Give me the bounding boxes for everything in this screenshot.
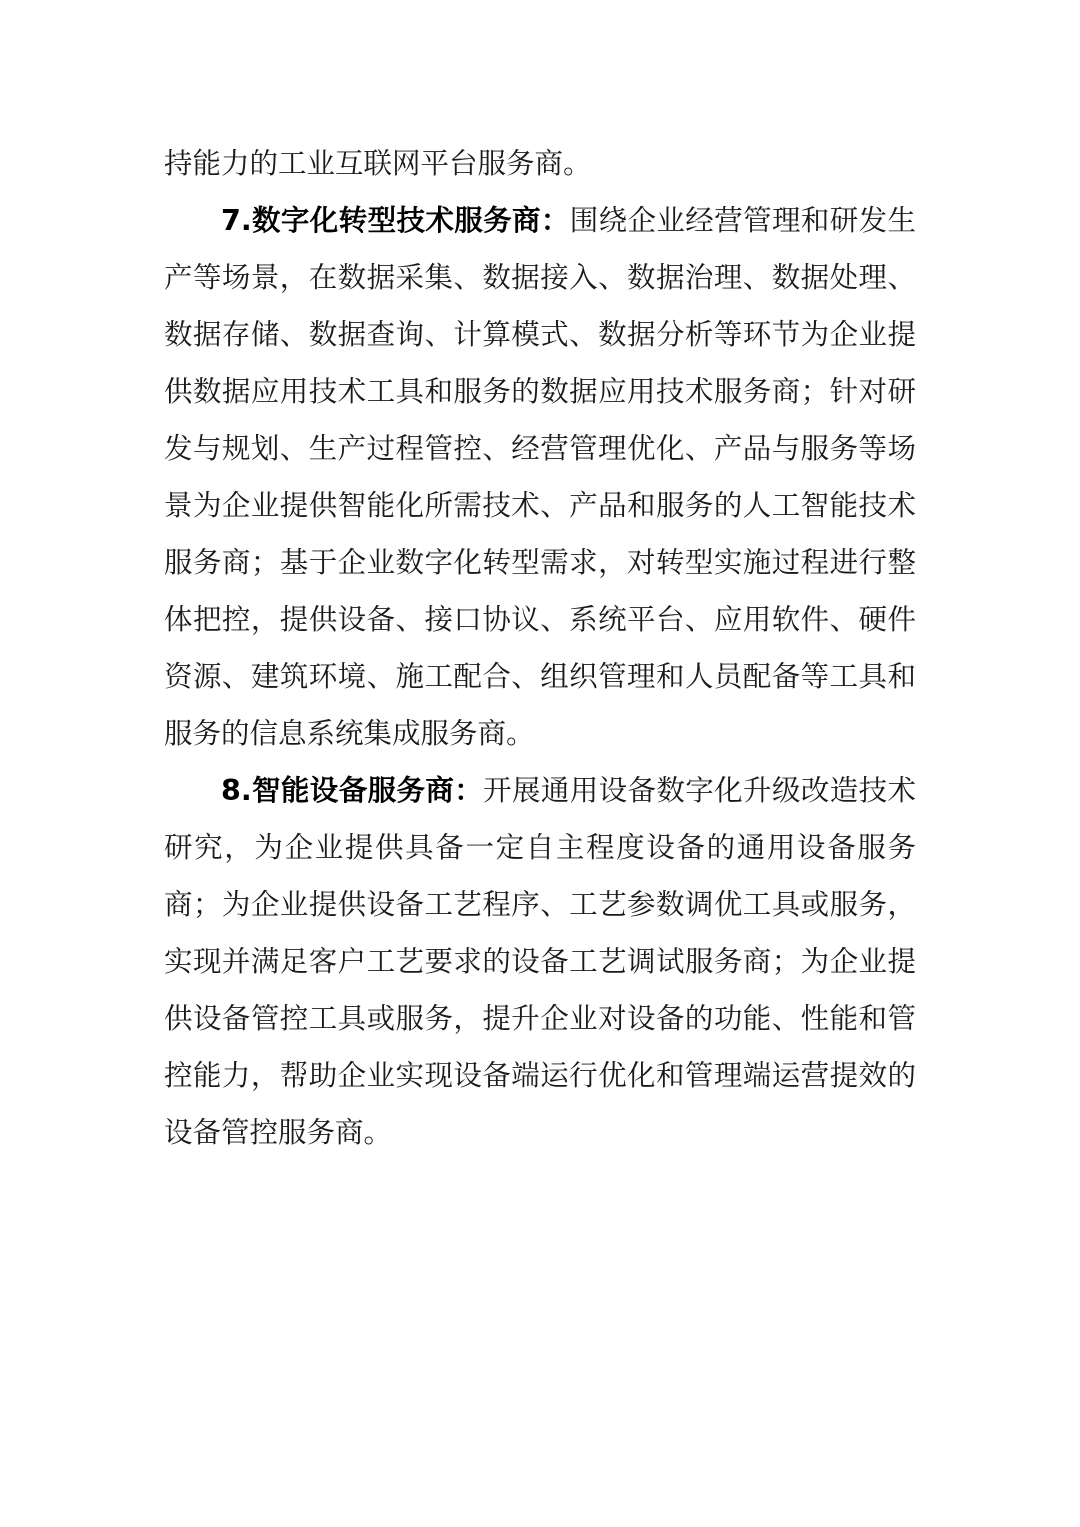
paragraph-body: 开展通用设备数字化升级改造技术研究，为企业提供具备一定自主程度设备的通用设备服务商；为企业提供设备工艺程序、工艺参数调优工具或服务，实现并满足客户工艺要求的设备工艺调试服务商；为企业提供设备管控工具或服务，提升企业对设备的功能、性能和管控能力，帮助企业实现设备端运行优化和管理端运营提效的设备管控服务商。 [164,774,916,1149]
paragraph-continuation [164,135,916,192]
paragraph-smart-equipment-services [164,762,916,1161]
paragraph-heading: 8.智能设备服务商： [221,774,484,807]
paragraph-digital-transformation-services [164,192,916,762]
paragraph-body: 持能力的工业互联网平台服务商。 [164,147,592,180]
document-body [164,135,916,1161]
paragraph-heading: 7.数字化转型技术服务商： [221,204,570,237]
paragraph-body: 围绕企业经营管理和研发生产等场景，在数据采集、数据接入、数据治理、数据处理、数据存储、数据查询、计算模式、数据分析等环节为企业提供数据应用技术工具和服务的数据应用技术服务商；针对研发与规划、生产过程管控、经营管理优化、产品与服务等场景为企业提供智能化所需技术、产品和服务的人工智能技术服务商；基于企业数字化转型需求，对转型实施过程进行整体把控，提供设备、接口协议、系统平台、应用软件、硬件资源、建筑环境、施工配合、组织管理和人员配备等工具和服务的信息系统集成服务商。 [164,204,916,750]
